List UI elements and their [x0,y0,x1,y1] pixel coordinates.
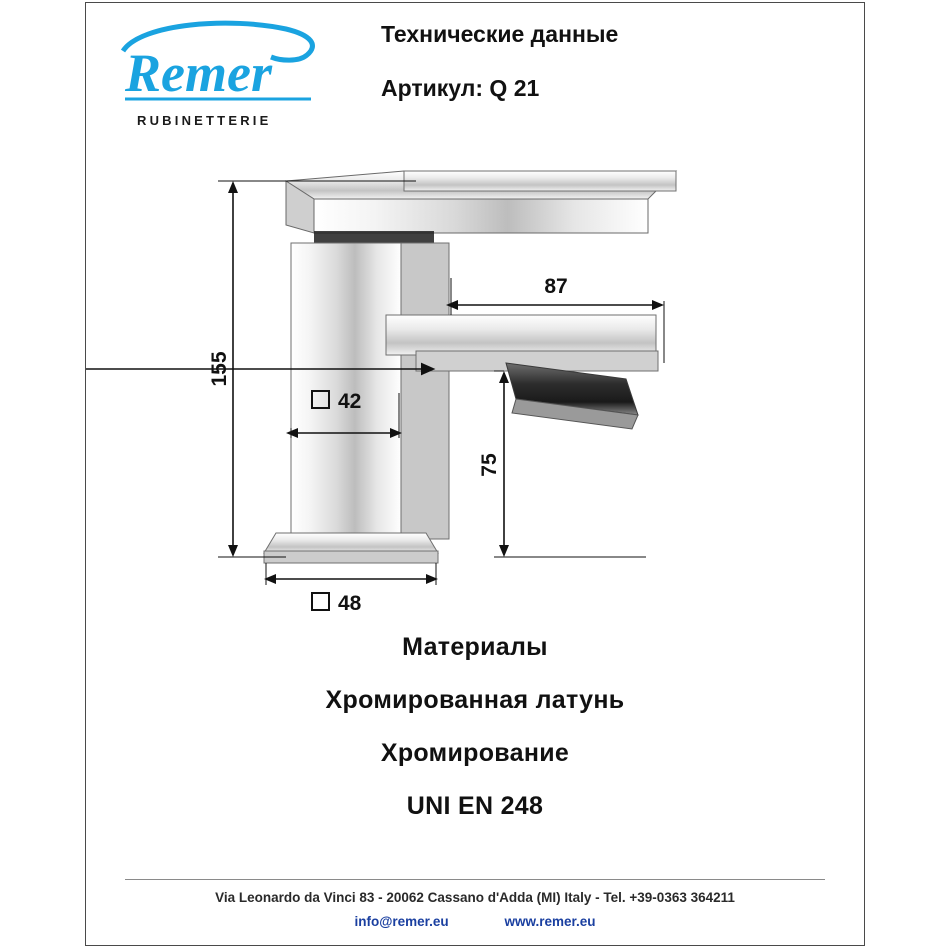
footer-email[interactable]: info@remer.eu [354,914,449,929]
footer-address: Via Leonardo da Vinci 83 - 20062 Cassano d'Adda (MI) Italy - Tel. +39-0363 364211 [215,890,735,905]
datasheet-sheet [85,2,865,946]
materials-block [86,633,864,845]
materials-line-1: Хромированная латунь [325,686,625,714]
dim-155: 155 [208,351,231,387]
materials-line-3: UNI EN 248 [406,792,544,820]
drawing-svg [86,133,864,623]
footer-links [86,914,864,929]
footer-divider [125,879,825,880]
remer-logo [111,17,326,127]
square-symbol-48 [312,593,329,610]
materials-line-2: Хромирование [380,739,570,767]
technical-drawing [86,133,864,623]
footer-website[interactable]: www.remer.eu [504,914,596,929]
dim-75: 75 [478,453,501,477]
dim-42: 42 [338,390,362,413]
dim-48: 48 [338,592,362,615]
svg-text:Remer: Remer [125,43,272,103]
article-number: Артикул: Q 21 [381,75,540,101]
logo-icon [111,17,326,117]
logo-subtitle: RUBINETTERIE [137,113,272,128]
footer [86,879,864,929]
materials-heading: Материалы [402,633,548,661]
page-title: Технические данные [381,21,619,47]
dim-87: 87 [544,275,568,298]
